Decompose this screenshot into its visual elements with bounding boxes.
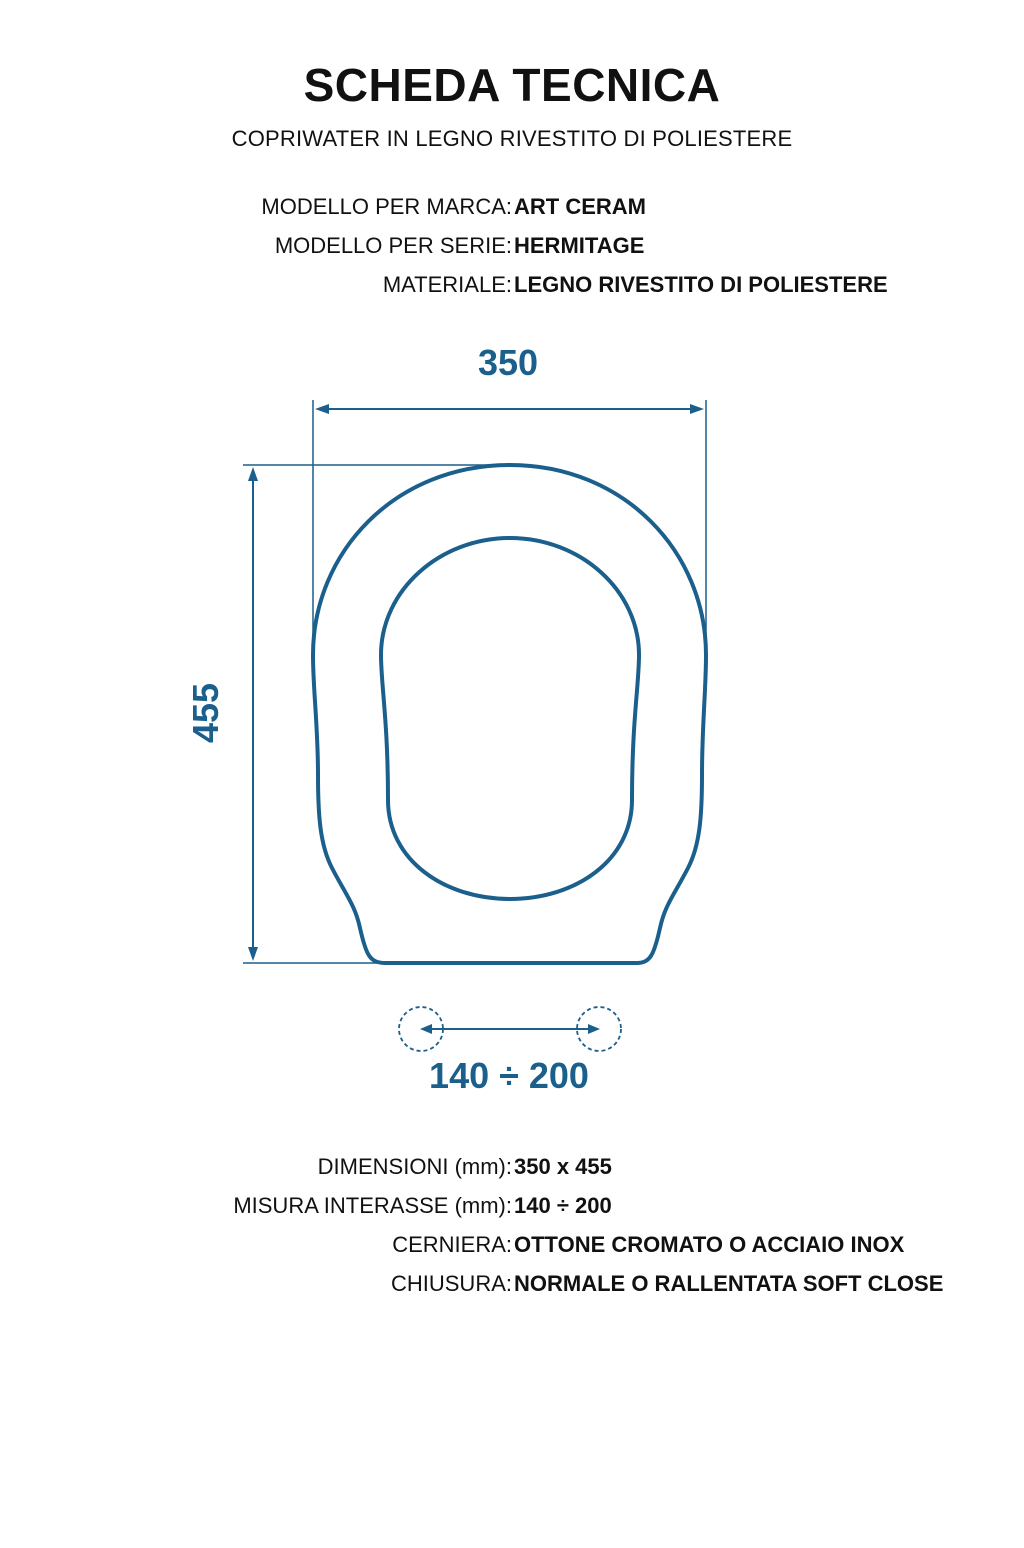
spec-value: ART CERAM: [514, 194, 646, 219]
spec-value: NORMALE O RALLENTATA SOFT CLOSE: [514, 1271, 944, 1296]
interaxis-arrow-right: [588, 1024, 600, 1034]
spec-value: LEGNO RIVESTITO DI POLIESTERE: [514, 272, 888, 297]
spec-value: 140 ÷ 200: [514, 1193, 612, 1218]
width-arrow-left: [315, 404, 329, 414]
spec-value: OTTONE CROMATO O ACCIAIO INOX: [514, 1232, 905, 1257]
spec-label: CHIUSURA:: [390, 1271, 512, 1296]
spec-row-dimensions: [0, 1154, 1024, 1186]
spec-row-closure: [0, 1271, 1024, 1303]
spec-label: MODELLO PER SERIE:: [274, 233, 512, 258]
spec-label: MISURA INTERASSE (mm):: [233, 1193, 512, 1218]
height-dimension-text: 455: [185, 682, 226, 744]
spec-label: CERNIERA:: [392, 1232, 512, 1257]
interaxis-dimension-label: 140 ÷ 200: [429, 1055, 589, 1096]
height-arrow-bottom: [248, 947, 258, 961]
spec-label: DIMENSIONI (mm):: [317, 1154, 512, 1179]
spec-row-hinge: [0, 1232, 1024, 1264]
spec-label: MODELLO PER MARCA:: [261, 194, 512, 219]
spec-label: MATERIALE:: [382, 272, 512, 297]
page-subtitle: COPRIWATER IN LEGNO RIVESTITO DI POLIESTERE: [231, 126, 793, 151]
interaxis-arrow-left: [420, 1024, 432, 1034]
width-arrow-right: [690, 404, 704, 414]
seat-inner-opening: [381, 538, 639, 899]
spec-row-interaxis: [0, 1193, 1024, 1225]
page-title: SCHEDA TECNICA: [303, 59, 721, 111]
height-arrow-top: [248, 467, 258, 481]
spec-value: 350 x 455: [514, 1154, 612, 1179]
spec-value: HERMITAGE: [514, 233, 645, 258]
width-dimension-label: 350: [477, 342, 539, 383]
